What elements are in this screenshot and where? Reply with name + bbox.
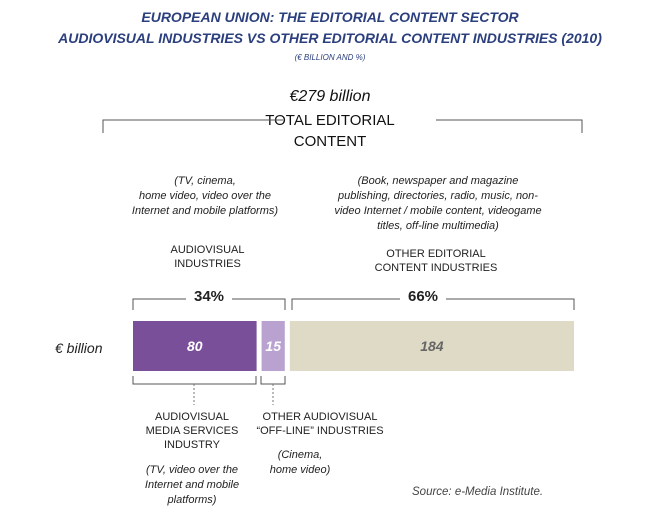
other-label-line: CONTENT INDUSTRIES bbox=[374, 262, 498, 274]
offline-note-line: (Cinema, bbox=[277, 449, 323, 461]
other-note-line: publishing, directories, radio, music, non- bbox=[338, 190, 538, 202]
audiovisual-note-line: (TV, cinema, bbox=[174, 175, 236, 187]
total-label-line1: TOTAL EDITORIAL bbox=[265, 112, 395, 129]
services-label-line: INDUSTRY bbox=[163, 439, 221, 451]
services-note bbox=[117, 463, 267, 508]
offline-bracket bbox=[261, 376, 285, 384]
other-label bbox=[356, 247, 516, 275]
services-note-line: Internet and mobile bbox=[144, 479, 240, 491]
chart-title-line1: EUROPEAN UNION: THE EDITORIAL CONTENT SECTOR bbox=[141, 9, 519, 25]
row-label: € billion bbox=[55, 340, 103, 356]
audiovisual-note bbox=[105, 174, 305, 219]
total-label-line2: CONTENT bbox=[293, 133, 367, 150]
bar-value-label-other: 184 bbox=[420, 338, 444, 354]
total-value: €279 billion bbox=[289, 88, 371, 105]
audiovisual-note-line: home video, video over the bbox=[138, 190, 272, 202]
offline-label bbox=[250, 410, 390, 438]
offline-label-line: OTHER AUDIOVISUAL bbox=[262, 411, 378, 423]
bar-value-label-offline: 15 bbox=[265, 338, 281, 354]
source-note: Source: e-Media Institute. bbox=[412, 486, 544, 498]
audiovisual-label-line: AUDIOVISUAL bbox=[170, 244, 245, 256]
offline-note-line: home video) bbox=[269, 464, 331, 476]
other-label-line: OTHER EDITORIAL bbox=[386, 248, 486, 260]
services-bracket bbox=[133, 376, 256, 384]
offline-label-line: “OFF-LINE” INDUSTRIES bbox=[256, 425, 384, 437]
services-note-line: platforms) bbox=[167, 494, 217, 506]
other-note bbox=[318, 174, 558, 234]
services-label-line: AUDIOVISUAL bbox=[155, 411, 229, 423]
other-note-line: video Internet / mobile content, videogame bbox=[334, 205, 542, 217]
audiovisual-label bbox=[135, 243, 280, 271]
stacked-bar bbox=[133, 321, 574, 371]
services-note-line: (TV, video over the bbox=[145, 464, 239, 476]
bar-value-label-services: 80 bbox=[187, 338, 203, 354]
total-bracket bbox=[103, 120, 582, 133]
audiovisual-percent: 34% bbox=[186, 288, 232, 305]
other-note-line: (Book, newspaper and magazine bbox=[357, 175, 519, 187]
audiovisual-note-line: Internet and mobile platforms) bbox=[131, 205, 279, 217]
chart-subtitle: (€ BILLION AND %) bbox=[294, 53, 366, 62]
other-percent: 66% bbox=[400, 288, 446, 305]
offline-note bbox=[260, 448, 340, 478]
audiovisual-label-line: INDUSTRIES bbox=[174, 258, 241, 270]
services-label-line: MEDIA SERVICES bbox=[145, 425, 239, 437]
other-note-line: titles, off-line multimedia) bbox=[377, 220, 499, 232]
chart-title-line2: AUDIOVISUAL INDUSTRIES VS OTHER EDITORIAL CONTENT INDUSTRIES (2010) bbox=[58, 30, 602, 46]
services-label bbox=[127, 410, 257, 452]
